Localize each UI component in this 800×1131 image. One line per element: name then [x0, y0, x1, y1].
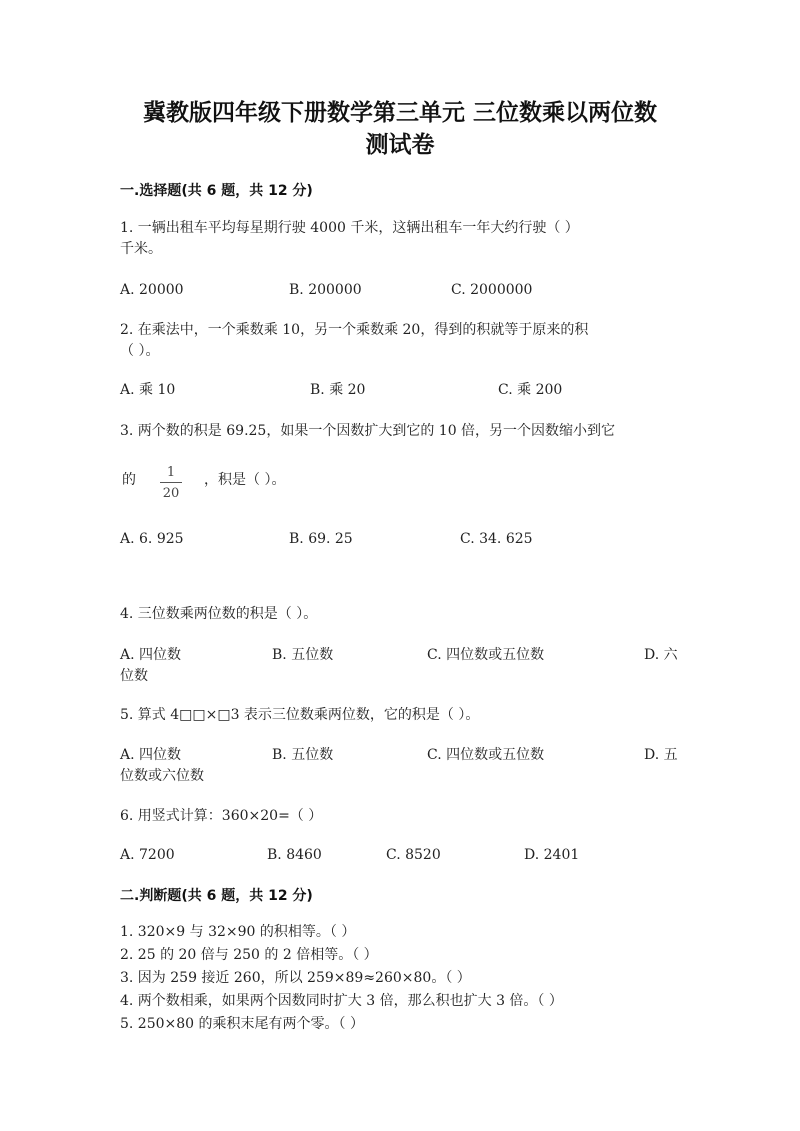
question-4-option-b: B. 五位数 [272, 647, 334, 663]
question-3-option-b: B. 69. 25 [289, 531, 353, 547]
judge-item-4: 4. 两个数相乘，如果两个因数同时扩大 3 倍，那么积也扩大 3 倍。（ ） [120, 993, 563, 1009]
question-2-option-b: B. 乘 20 [310, 382, 366, 398]
question-5-option-d-cont: 位数或六位数 [120, 768, 204, 784]
judge-item-3: 3. 因为 259 接近 260，所以 259×89≈260×80。（ ） [120, 970, 471, 986]
exam-title-line1: 冀教版四年级下册数学第三单元 三位数乘以两位数 [142, 100, 657, 126]
fraction-denominator: 20 [162, 486, 180, 501]
question-5-option-a: A. 四位数 [120, 747, 182, 763]
question-2-text-cont: （ ）。 [120, 343, 160, 359]
fraction-bar [160, 482, 182, 483]
question-3-text-suffix: ，积是（ ）。 [204, 472, 286, 488]
judge-item-5: 5. 250×80 的乘积末尾有两个零。（ ） [120, 1016, 364, 1032]
exam-title-line2: 测试卷 [365, 132, 435, 158]
question-1-option-a: A. 20000 [120, 282, 184, 298]
judge-item-1: 1. 320×9 与 32×90 的积相等。（ ） [120, 924, 356, 940]
section-heading-judge: 二.判断题(共 6 题，共 12 分) [120, 888, 313, 904]
question-5-option-d: D. 五 [644, 747, 678, 763]
question-6-option-b: B. 8460 [267, 847, 322, 863]
question-1-option-c: C. 2000000 [451, 282, 533, 298]
question-3-option-a: A. 6. 925 [120, 531, 184, 547]
judge-item-2: 2. 25 的 20 倍与 250 的 2 倍相等。（ ） [120, 947, 378, 963]
question-3-text: 3. 两个数的积是 69.25，如果一个因数扩大到它的 10 倍，另一个因数缩小到它 [120, 423, 616, 439]
question-5-option-b: B. 五位数 [272, 747, 334, 763]
section-heading-choice: 一.选择题(共 6 题，共 12 分) [120, 183, 313, 199]
question-1-text: 1. 一辆出租车平均每星期行驶 4000 千米，这辆出租车一年大约行驶（ ） [120, 220, 579, 236]
question-4-text: 4. 三位数乘两位数的积是（ ）。 [120, 606, 318, 622]
question-2-option-a: A. 乘 10 [120, 382, 176, 398]
question-6-text: 6. 用竖式计算：360×20=（ ） [120, 808, 323, 824]
question-5-text: 5. 算式 4□□×□3 表示三位数乘两位数，它的积是（ ）。 [120, 707, 480, 723]
question-4-option-c: C. 四位数或五位数 [427, 647, 545, 663]
question-1-option-b: B. 200000 [289, 282, 362, 298]
question-2-text: 2. 在乘法中，一个乘数乘 10，另一个乘数乘 20，得到的积就等于原来的积 [120, 322, 589, 338]
question-6-option-c: C. 8520 [386, 847, 441, 863]
question-6-option-a: A. 7200 [120, 847, 175, 863]
question-2-option-c: C. 乘 200 [498, 382, 563, 398]
question-4-option-d: D. 六 [644, 647, 678, 663]
question-6-option-d: D. 2401 [524, 847, 580, 863]
question-4-option-d-cont: 位数 [120, 668, 148, 684]
fraction-numerator: 1 [166, 465, 176, 480]
question-3-option-c: C. 34. 625 [460, 531, 533, 547]
question-1-text-cont: 千米。 [120, 241, 162, 257]
question-3-text-prefix: 的 [122, 472, 136, 488]
fraction-one-twentieth [160, 465, 182, 501]
question-4-option-a: A. 四位数 [120, 647, 182, 663]
question-5-option-c: C. 四位数或五位数 [427, 747, 545, 763]
